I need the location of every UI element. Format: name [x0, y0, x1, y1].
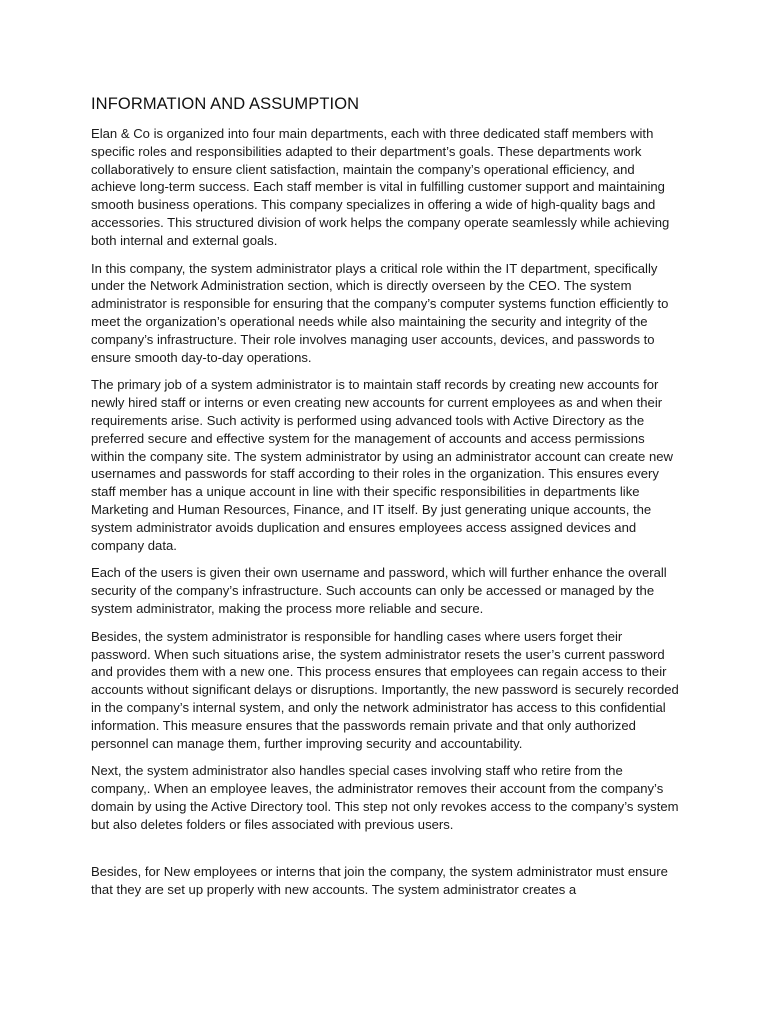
document-body — [91, 94, 681, 909]
paragraph-credentials: Each of the users is given their own username and password, which will further enhance the overall security of the company’s infrastructure. Such accounts can only be accessed or managed by the system administrator, making the process more reliable and secure. — [91, 565, 667, 616]
paragraph-company-overview: Elan & Co is organized into four main departments, each with three dedicated staff members with specific roles and responsibilities adapted to their department’s goals. These departments work collaboratively to ensure client satisfaction, maintain the company’s operational efficiency, and achieve long-term success. Each staff member is vital in fulfilling customer support and maintaining smooth business operations. This company specializes in offering a wide of high-quality bags and accessories. This structured division of work helps the company operate seamlessly while achieving both internal and external goals. — [91, 126, 670, 248]
paragraph-account-creation: The primary job of a system administrator is to maintain staff records by creating new accounts for newly hired staff or interns or even creating new accounts for current employees as and when their requirements arise. Such activity is performed using advanced tools with Active Directory as the preferred secure and effective system for the management of accounts and access permissions within the company site. The system administrator by using an administrator account can create new usernames and passwords for staff according to their roles in the organization. This ensures every staff member has a unique account in line with their specific responsibilities in departments like Marketing and Human Resources, Finance, and IT itself. By just generating unique accounts, the system administrator avoids duplication and ensures employees access assigned devices and company data. — [91, 377, 673, 553]
paragraph-password-reset: Besides, the system administrator is responsible for handling cases where users forget their password. When such situations arise, the system administrator resets the user’s current password and provides them with a new one. This process ensures that employees can regain access to their accounts without significant delays or disruptions. Importantly, the new password is securely recorded in the company’s internal system, and only the network administrator has access to this confidential information. This measure ensures that the passwords remain private and that only authorized personnel can manage them, further improving security and accountability. — [91, 628, 679, 751]
paragraph-new-employees: Besides, for New employees or interns that join the company, the system administrator must ensure that they are set up properly with new accounts. The system administrator creates a — [91, 864, 668, 898]
paragraph-account-removal: Next, the system administrator also handles special cases involving staff who retire from the company,. When an employee leaves, the administrator removes their account from the company’s domain by using the Active Directory tool. This step not only revokes access to the company’s system but also deletes folders or files associated with previous users. — [91, 763, 679, 832]
paragraph-sysadmin-role: In this company, the system administrator plays a critical role within the IT department, specifically under the Network Administration section, which is directly overseen by the CEO. The system administrator is responsible for ensuring that the company’s computer systems function efficiently to meet the organization’s operational needs while also maintaining the security and integrity of the company’s infrastructure. Their role involves managing user accounts, devices, and passwords to ensure smooth day-to-day operations. — [91, 260, 669, 365]
section-heading: INFORMATION AND ASSUMPTION — [91, 95, 360, 113]
